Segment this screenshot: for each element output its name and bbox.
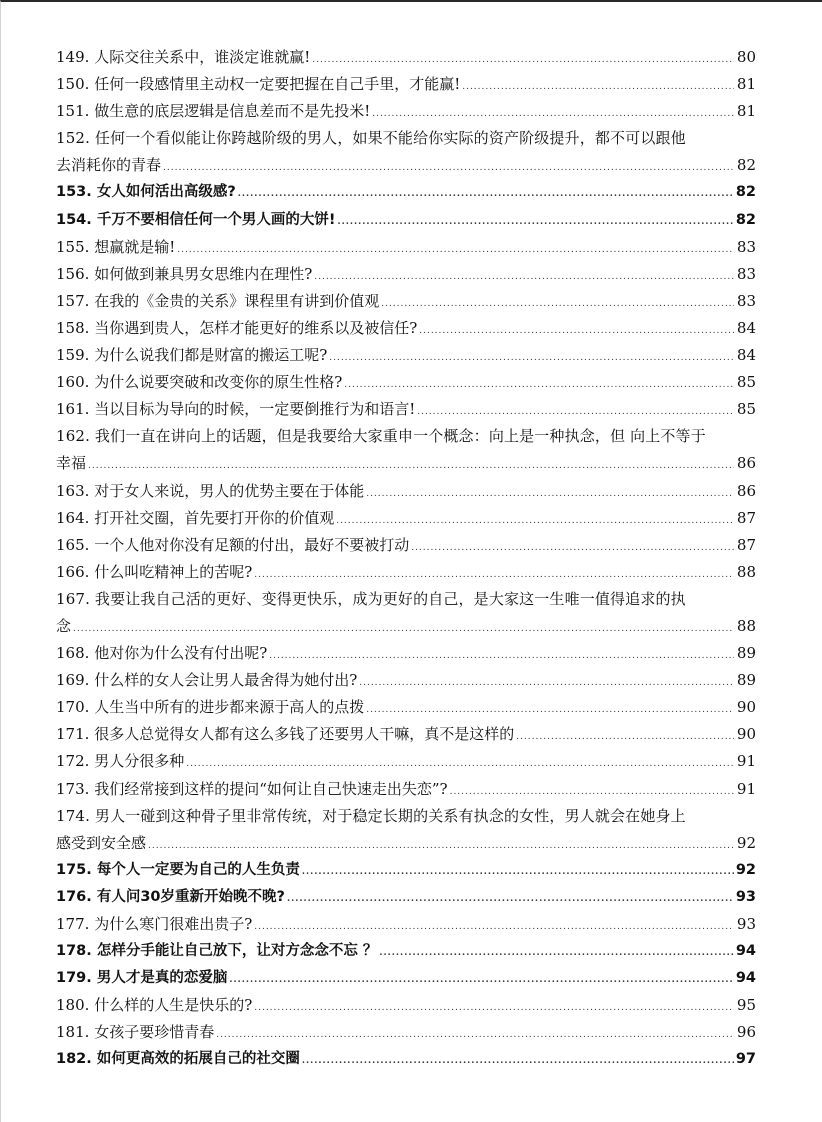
toc-entry-number: 181.	[56, 1023, 90, 1042]
toc-entry-number: 178.	[56, 943, 92, 960]
toc-entry-number: 160.	[56, 373, 90, 392]
toc-entry-number: 149.	[56, 48, 90, 66]
toc-entry-line	[56, 830, 756, 857]
toc-entry-number: 176.	[56, 888, 92, 905]
toc-entry-label	[56, 342, 327, 369]
toc-entry-label	[56, 207, 335, 234]
toc-entry-page-number: 93	[735, 888, 756, 905]
toc-entry-title: 在我的《金贵的关系》课程里有讲到价值观	[94, 291, 380, 310]
toc-entry[interactable]	[56, 992, 756, 1019]
toc-entry[interactable]	[56, 369, 756, 396]
toc-entry-title: 任何一段感情里主动权一定要把握在自己手里，才能赢!	[94, 75, 461, 94]
toc-entry[interactable]	[56, 44, 756, 71]
dot-leader	[419, 318, 734, 345]
toc-entry-page-number: 81	[736, 75, 756, 94]
toc-entry[interactable]	[56, 179, 756, 206]
toc-entry-label	[56, 505, 334, 532]
toc-entry-page-number: 82	[736, 156, 756, 175]
toc-entry[interactable]	[56, 261, 756, 288]
toc-entry[interactable]	[56, 207, 756, 234]
toc-entry-title: 当你遇到贵人，怎样才能更好的维系以及被信任?	[94, 318, 418, 337]
toc-entry-line	[56, 98, 756, 125]
toc-entry[interactable]	[56, 315, 756, 342]
table-of-contents	[56, 44, 756, 1074]
toc-entry[interactable]	[56, 342, 756, 369]
toc-entry-title: 男人一碰到这种骨子里非常传统，对于稳定长期的关系有执念的女性，男人就会在她身上	[94, 806, 686, 825]
toc-entry[interactable]	[56, 640, 756, 667]
toc-entry-title: 我要让我自己活的更好、变得更快乐，成为更好的自己，是大家这一生唯一值得追求的执	[94, 589, 686, 608]
toc-entry-number: 165.	[56, 535, 90, 554]
toc-entry-page-number: 84	[736, 318, 756, 337]
toc-entry-title: 人际交往关系中，谁淡定谁就赢!	[94, 48, 311, 66]
toc-entry-number: 157.	[56, 291, 90, 310]
toc-entry-title: 我们经常接到这样的提问“如何让自己快速走出失恋”?	[94, 779, 448, 798]
dot-leader	[314, 264, 734, 291]
toc-entry[interactable]	[56, 1046, 756, 1073]
toc-entry[interactable]	[56, 125, 756, 179]
toc-entry[interactable]	[56, 532, 756, 559]
toc-entry-label	[56, 71, 460, 98]
toc-entry-number: 166.	[56, 562, 90, 581]
toc-entry-line	[56, 559, 756, 586]
dot-leader	[337, 209, 733, 236]
toc-entry-label	[56, 965, 227, 992]
dot-leader	[269, 643, 734, 670]
toc-entry-title: 打开社交圈，首先要打开你的价值观	[94, 508, 335, 527]
toc-entry-line	[56, 450, 756, 477]
toc-entry-label	[56, 721, 514, 748]
toc-entry-label	[56, 179, 236, 206]
toc-entry-number: 151.	[56, 102, 90, 121]
toc-entry-page-number: 83	[736, 237, 756, 256]
toc-entry-title: 为什么说我们都是财富的搬运工呢?	[94, 346, 328, 365]
toc-entry-page-number: 84	[736, 346, 756, 365]
toc-entry-page-number: 88	[736, 562, 756, 581]
toc-entry-label	[56, 261, 312, 288]
toc-entry-page-number: 90	[736, 698, 756, 717]
toc-entry-line	[56, 179, 756, 206]
toc-entry-number: 150.	[56, 75, 90, 94]
toc-entry-line	[56, 505, 756, 532]
toc-entry-first-line	[56, 423, 756, 450]
toc-entry[interactable]	[56, 234, 756, 261]
dot-leader	[417, 399, 734, 426]
toc-entry-first-line	[56, 125, 756, 152]
toc-entry-number: 153.	[56, 184, 92, 201]
toc-entry-page-number: 86	[736, 454, 756, 473]
toc-entry-title: 什么样的人生是快乐的?	[94, 996, 253, 1015]
toc-entry-label	[56, 1019, 214, 1046]
toc-entry-title: 什么样的女人会让男人最舍得为她付出?	[94, 671, 358, 690]
toc-entry-label	[56, 884, 285, 911]
toc-entry[interactable]	[56, 505, 756, 532]
toc-entry-line	[56, 152, 756, 179]
toc-entry[interactable]	[56, 1019, 756, 1046]
toc-entry[interactable]	[56, 98, 756, 125]
toc-entry-line	[56, 694, 756, 721]
dot-leader	[366, 697, 734, 724]
toc-entry-page-number: 92	[736, 833, 756, 852]
toc-entry-page-number: 91	[736, 779, 756, 798]
toc-entry[interactable]	[56, 721, 756, 748]
toc-entry-page-number: 83	[736, 264, 756, 283]
toc-entry-line	[56, 965, 756, 992]
toc-entry-page-number: 85	[736, 400, 756, 419]
toc-entry-label	[56, 559, 252, 586]
toc-entry-line	[56, 342, 756, 369]
toc-entry-title: 很多人总觉得女人都有这么多钱了还要男人干嘛，真不是这样的	[94, 725, 515, 744]
toc-entry-label	[56, 694, 364, 721]
dot-leader	[177, 237, 734, 264]
toc-entry-number: 154.	[56, 211, 92, 228]
toc-entry-page-number: 93	[736, 915, 756, 933]
toc-entry-title: 他对你为什么没有付出呢?	[94, 644, 268, 663]
toc-entry-title: 如何做到兼具男女思维内在理性?	[94, 264, 313, 283]
toc-entry-title: 如何更高效的拓展自己的社交圈	[96, 1051, 300, 1068]
toc-entry-number: 182.	[56, 1051, 92, 1068]
toc-entry-label	[56, 315, 417, 342]
toc-entry-page-number: 95	[736, 996, 756, 1015]
toc-entry-label	[56, 532, 409, 559]
toc-entry-number: 163.	[56, 481, 90, 500]
toc-entry-line	[56, 478, 756, 505]
toc-entry[interactable]	[56, 911, 756, 938]
toc-entry[interactable]	[56, 965, 756, 992]
dot-leader	[411, 535, 734, 562]
dot-leader	[186, 751, 734, 778]
toc-entry-label	[56, 911, 252, 938]
dot-leader	[372, 101, 734, 128]
toc-entry-page-number: 89	[736, 644, 756, 663]
toc-entry-number: 169.	[56, 671, 90, 690]
toc-entry-title: 想赢就是输!	[94, 237, 176, 256]
toc-entry-label	[56, 396, 415, 423]
toc-entry[interactable]	[56, 803, 756, 857]
toc-entry-title-continued: 幸福	[56, 454, 87, 473]
toc-entry-number: 168.	[56, 644, 90, 663]
toc-entry-title: 男人才是真的恋爱脑	[96, 970, 228, 987]
toc-entry-line	[56, 776, 756, 803]
toc-entry-number: 164.	[56, 508, 90, 527]
toc-entry-title: 男人分很多种	[94, 752, 185, 771]
dot-leader	[302, 859, 734, 886]
toc-entry-number: 172.	[56, 752, 90, 771]
toc-entry-line	[56, 884, 756, 911]
dot-leader	[287, 886, 734, 913]
toc-entry-page-number: 91	[736, 752, 756, 771]
dot-leader	[450, 779, 734, 806]
dot-leader	[359, 670, 734, 697]
dot-leader	[312, 47, 734, 74]
toc-entry-number: 179.	[56, 970, 92, 987]
dot-leader	[329, 345, 734, 372]
toc-entry-line	[56, 748, 756, 775]
toc-entry-line	[56, 315, 756, 342]
dot-leader	[462, 74, 734, 101]
dot-leader	[254, 914, 734, 941]
toc-entry-page-number: 81	[736, 102, 756, 121]
toc-entry-title: 女人如何活出高级感?	[96, 184, 236, 201]
toc-entry-line	[56, 44, 756, 71]
toc-entry-line	[56, 667, 756, 694]
toc-entry-line	[56, 992, 756, 1019]
toc-entry-title: 每个人一定要为自己的人生负责	[96, 861, 300, 878]
toc-entry-line	[56, 234, 756, 261]
toc-entry-line	[56, 1046, 756, 1073]
toc-entry-title: 什么叫吃精神上的苦呢?	[94, 562, 253, 581]
toc-entry-title-continued: 去消耗你的青春	[56, 156, 162, 175]
toc-entry-title-continued: 念	[56, 616, 72, 635]
toc-entry-page-number: 90	[736, 725, 756, 744]
toc-entry[interactable]	[56, 478, 756, 505]
toc-entry-line	[56, 911, 756, 938]
dot-leader	[336, 508, 734, 535]
toc-entry-line	[56, 1019, 756, 1046]
dot-leader	[229, 967, 733, 994]
toc-entry-title: 对于女人来说，男人的优势主要在于体能	[94, 481, 365, 500]
toc-entry-number: 174.	[56, 806, 90, 825]
dot-leader	[344, 372, 734, 399]
toc-entry-line	[56, 261, 756, 288]
toc-entry[interactable]	[56, 396, 756, 423]
toc-entry[interactable]	[56, 586, 756, 640]
dot-leader	[254, 995, 734, 1022]
toc-entry-number: 170.	[56, 698, 90, 717]
toc-entry-page-number: 94	[735, 943, 756, 960]
toc-entry-number: 158.	[56, 318, 90, 337]
toc-entry-title: 当以目标为导向的时候，一定要倒推行为和语言!	[94, 400, 416, 419]
toc-entry-title: 怎样分手能让自己放下，让对方念念不忘 ？	[96, 943, 378, 960]
dot-leader	[366, 481, 734, 508]
toc-entry[interactable]	[56, 884, 756, 911]
toc-entry-label	[56, 857, 300, 884]
toc-entry-label	[56, 938, 377, 965]
toc-entry-page-number: 89	[736, 671, 756, 690]
toc-entry-label	[56, 44, 310, 71]
toc-entry-label	[56, 776, 448, 803]
toc-entry[interactable]	[56, 288, 756, 315]
toc-entry-line	[56, 613, 756, 640]
toc-entry-label	[56, 640, 267, 667]
dot-leader	[73, 616, 734, 643]
toc-entry-title-continued: 感受到安全感	[56, 833, 147, 852]
dot-leader	[238, 181, 734, 208]
toc-entry-title: 做生意的底层逻辑是信息差而不是先投米!	[94, 102, 371, 121]
toc-entry-page-number: 82	[735, 211, 756, 228]
toc-entry-line	[56, 532, 756, 559]
toc-entry-title: 有人问30岁重新开始晚不晚?	[96, 888, 285, 905]
toc-entry-number: 155.	[56, 237, 90, 256]
dot-leader	[216, 1022, 734, 1049]
toc-entry-title: 千万不要相信任何一个男人画的大饼!	[96, 211, 336, 228]
toc-entry-label	[56, 992, 252, 1019]
toc-entry-page-number: 83	[736, 291, 756, 310]
dot-leader	[381, 291, 734, 318]
toc-entry-line	[56, 721, 756, 748]
toc-entry-number: 156.	[56, 264, 90, 283]
toc-entry-label	[56, 369, 342, 396]
toc-entry-number: 162.	[56, 427, 90, 446]
toc-entry[interactable]	[56, 857, 756, 884]
toc-entry-page-number: 87	[736, 535, 756, 554]
toc-entry-label	[56, 288, 379, 315]
toc-entry-page-number: 88	[736, 616, 756, 635]
toc-entry[interactable]	[56, 667, 756, 694]
toc-entry-label	[56, 667, 357, 694]
toc-entry-label	[56, 1046, 300, 1073]
toc-entry-label	[56, 748, 184, 775]
toc-entry-label	[56, 234, 175, 261]
toc-entry-page-number: 94	[735, 970, 756, 987]
toc-entry-number: 161.	[56, 400, 90, 419]
toc-entry-label	[56, 98, 370, 125]
toc-entry-line	[56, 857, 756, 884]
dot-leader	[302, 1048, 734, 1075]
toc-entry[interactable]	[56, 71, 756, 98]
toc-entry-first-line	[56, 586, 756, 613]
toc-entry-title: 为什么说要突破和改变你的原生性格?	[94, 373, 343, 392]
toc-entry-number: 171.	[56, 725, 90, 744]
toc-entry-first-line	[56, 803, 756, 830]
toc-entry-number: 167.	[56, 589, 90, 608]
dot-leader	[254, 562, 734, 589]
toc-entry-line	[56, 640, 756, 667]
toc-entry-page-number: 85	[736, 373, 756, 392]
toc-entry-title: 为什么寒门很难出贵子?	[94, 915, 253, 933]
dot-leader	[516, 724, 734, 751]
toc-entry-page-number: 97	[735, 1051, 756, 1068]
toc-entry[interactable]	[56, 559, 756, 586]
toc-entry-number: 173.	[56, 779, 90, 798]
toc-entry-title: 一个人他对你没有足额的付出，最好不要被打动	[94, 535, 410, 554]
toc-entry-number: 175.	[56, 861, 92, 878]
toc-entry[interactable]	[56, 938, 756, 965]
toc-entry-page-number: 87	[736, 508, 756, 527]
toc-entry-line	[56, 288, 756, 315]
toc-entry-line	[56, 207, 756, 234]
toc-entry-number: 180.	[56, 996, 90, 1015]
toc-entry-label	[56, 478, 364, 505]
toc-entry-page-number: 82	[735, 184, 756, 201]
toc-entry-line	[56, 71, 756, 98]
toc-entry-page-number: 96	[736, 1023, 756, 1042]
toc-entry[interactable]	[56, 776, 756, 803]
dot-leader	[379, 940, 733, 967]
toc-entry-page-number: 92	[735, 861, 756, 878]
toc-entry-number: 152.	[56, 129, 90, 148]
toc-entry-title: 我们一直在讲向上的话题，但是我要给大家重申一个概念：向上是一种执念，但 向上不等于	[94, 427, 706, 446]
toc-entry-title: 任何一个看似能让你跨越阶级的男人，如果不能给你实际的资产阶级提升，都不可以跟他	[94, 129, 686, 148]
dot-leader	[163, 155, 734, 182]
toc-entry-number: 159.	[56, 346, 90, 365]
toc-entry-line	[56, 938, 756, 965]
toc-entry-number: 177.	[56, 915, 90, 933]
toc-entry-line	[56, 369, 756, 396]
dot-leader	[148, 833, 734, 860]
toc-entry-page-number: 86	[736, 481, 756, 500]
toc-entry[interactable]	[56, 748, 756, 775]
toc-entry[interactable]	[56, 423, 756, 477]
toc-entry[interactable]	[56, 694, 756, 721]
dot-leader	[88, 453, 734, 480]
toc-entry-title: 人生当中所有的进步都来源于高人的点拨	[94, 698, 365, 717]
toc-entry-title: 女孩子要珍惜青春	[94, 1023, 215, 1042]
toc-entry-page-number: 80	[736, 48, 756, 66]
toc-entry-line	[56, 396, 756, 423]
